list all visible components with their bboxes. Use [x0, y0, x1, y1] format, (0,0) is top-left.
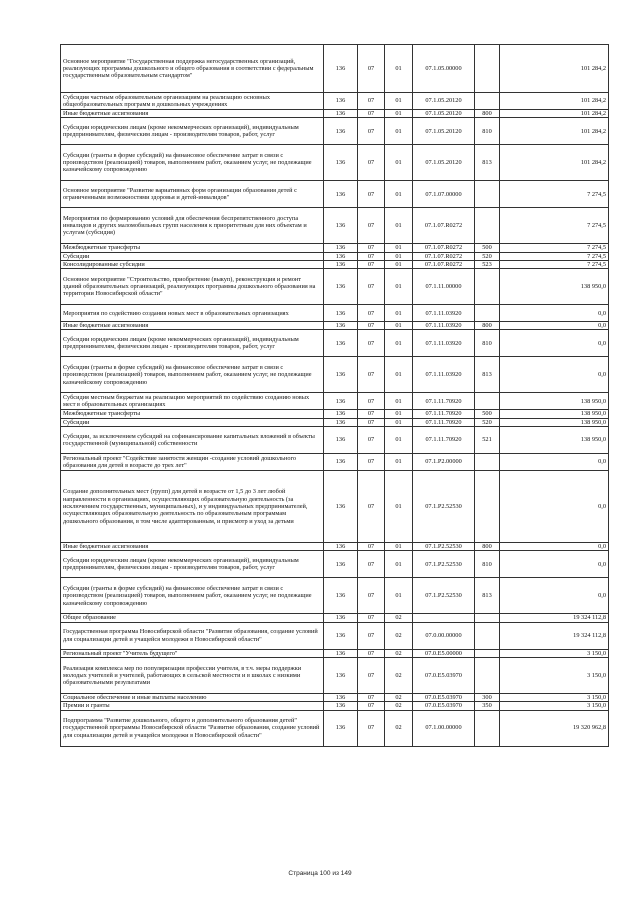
- row-gr: 136: [324, 418, 358, 426]
- row-amount: 138 950,0: [500, 410, 609, 418]
- row-amount: 138 950,0: [500, 393, 609, 410]
- row-csr: 07.1.07.R0272: [413, 260, 475, 268]
- row-amount: 0,0: [500, 471, 609, 543]
- row-vr: 350: [475, 702, 500, 710]
- row-vr: 810: [475, 118, 500, 145]
- row-pr: 02: [385, 693, 413, 701]
- row-gr: 136: [324, 393, 358, 410]
- row-csr: 07.1.05.20120: [413, 110, 475, 118]
- row-csr: 07.1.11.00000: [413, 269, 475, 305]
- row-rz: 07: [358, 252, 385, 260]
- row-name: Региональный проект "Содействие занятости женщин -создание условий дошкольного образования для детей в возрасте до трех лет": [61, 454, 324, 471]
- table-row: [61, 649, 609, 657]
- row-amount: 101 284,2: [500, 45, 609, 93]
- row-name: Основное мероприятие "Развитие вариативных форм организации образования детей с ограниченными возможностями здоровья и детей-инвалидов": [61, 181, 324, 208]
- row-csr: [413, 614, 475, 622]
- row-amount: 0,0: [500, 322, 609, 330]
- row-gr: 136: [324, 614, 358, 622]
- row-amount: 7 274,5: [500, 252, 609, 260]
- table-row: [61, 252, 609, 260]
- row-pr: 02: [385, 702, 413, 710]
- table-row: [61, 357, 609, 393]
- row-pr: 01: [385, 330, 413, 357]
- row-name: Мероприятия по содействию создания новых мест в образовательных организациях: [61, 305, 324, 322]
- row-rz: 07: [358, 330, 385, 357]
- row-amount: 3 150,0: [500, 693, 609, 701]
- row-rz: 07: [358, 269, 385, 305]
- row-gr: 136: [324, 322, 358, 330]
- row-gr: 136: [324, 578, 358, 614]
- row-rz: 07: [358, 393, 385, 410]
- row-rz: 07: [358, 45, 385, 93]
- table-row: [61, 393, 609, 410]
- row-csr: 07.1.11.03920: [413, 322, 475, 330]
- row-vr: 800: [475, 543, 500, 551]
- row-csr: 07.1.07.00000: [413, 181, 475, 208]
- row-pr: 01: [385, 418, 413, 426]
- table-row: [61, 657, 609, 693]
- row-vr: 523: [475, 260, 500, 268]
- row-vr: 810: [475, 551, 500, 578]
- row-amount: 7 274,5: [500, 181, 609, 208]
- row-csr: 07.1.11.03920: [413, 330, 475, 357]
- row-rz: 07: [358, 454, 385, 471]
- row-pr: 01: [385, 471, 413, 543]
- row-gr: 136: [324, 145, 358, 181]
- row-amount: 0,0: [500, 357, 609, 393]
- table-row: [61, 427, 609, 454]
- row-amount: 7 274,5: [500, 260, 609, 268]
- row-rz: 07: [358, 305, 385, 322]
- row-gr: 136: [324, 244, 358, 252]
- table-row: [61, 418, 609, 426]
- row-name: Региональный проект "Учитель будущего": [61, 649, 324, 657]
- row-name: Межбюджетные трансферты: [61, 410, 324, 418]
- row-gr: 136: [324, 45, 358, 93]
- row-gr: 136: [324, 622, 358, 649]
- row-name: Субсидии: [61, 252, 324, 260]
- row-pr: 01: [385, 305, 413, 322]
- row-gr: 136: [324, 181, 358, 208]
- row-pr: 01: [385, 208, 413, 244]
- row-gr: 136: [324, 471, 358, 543]
- row-pr: 01: [385, 427, 413, 454]
- row-vr: 520: [475, 418, 500, 426]
- row-vr: [475, 649, 500, 657]
- row-pr: 01: [385, 252, 413, 260]
- row-pr: 01: [385, 551, 413, 578]
- row-vr: 800: [475, 110, 500, 118]
- row-name: Создание дополнительных мест (групп) для детей в возрасте от 1,5 до 3 лет любой направленности в организациях, осуществляющих образовательную деятельность (за исключением государственных, муниципальных), и у индивидуальных предпринимателей, осуществляющих образовательную деятельность по образовательным программам дошкольного образования, в том числе адаптированным, и присмотр и уход за детьми: [61, 471, 324, 543]
- row-name: Субсидии юридическим лицам (кроме некоммерческих организаций), индивидуальным предпринимателям, физическим лицам - производителям товаров, работ, услуг: [61, 330, 324, 357]
- row-pr: 01: [385, 145, 413, 181]
- row-rz: 07: [358, 551, 385, 578]
- row-vr: [475, 614, 500, 622]
- row-gr: 136: [324, 427, 358, 454]
- row-name: Иные бюджетные ассигнования: [61, 110, 324, 118]
- row-rz: 07: [358, 614, 385, 622]
- row-csr: 07.1.07.R0272: [413, 208, 475, 244]
- table-row: [61, 614, 609, 622]
- row-csr: 07.0.E5.00000: [413, 649, 475, 657]
- row-amount: 101 284,2: [500, 145, 609, 181]
- row-gr: 136: [324, 657, 358, 693]
- row-gr: 136: [324, 410, 358, 418]
- table-row: [61, 244, 609, 252]
- row-csr: 07.1.P2.52530: [413, 543, 475, 551]
- row-vr: [475, 181, 500, 208]
- row-pr: 02: [385, 710, 413, 746]
- row-gr: 136: [324, 702, 358, 710]
- row-gr: 136: [324, 118, 358, 145]
- row-rz: 07: [358, 118, 385, 145]
- table-row: [61, 471, 609, 543]
- table-row: [61, 181, 609, 208]
- table-row: [61, 578, 609, 614]
- row-vr: 813: [475, 578, 500, 614]
- row-pr: 01: [385, 110, 413, 118]
- row-vr: [475, 269, 500, 305]
- table-row: [61, 693, 609, 701]
- row-pr: 01: [385, 244, 413, 252]
- row-name: Субсидии (гранты в форме субсидий) на финансовое обеспечение затрат в связи с производством (реализацией) товаров, выполнением работ, оказанием услуг, не подлежащие казначейскому сопровождению: [61, 145, 324, 181]
- row-vr: [475, 454, 500, 471]
- row-csr: 07.0.E5.03970: [413, 657, 475, 693]
- row-amount: 138 950,0: [500, 427, 609, 454]
- row-rz: 07: [358, 410, 385, 418]
- row-rz: 07: [358, 145, 385, 181]
- row-rz: 07: [358, 93, 385, 110]
- row-csr: 07.1.07.R0272: [413, 252, 475, 260]
- row-amount: 3 150,0: [500, 657, 609, 693]
- table-row: [61, 110, 609, 118]
- row-pr: 01: [385, 578, 413, 614]
- row-vr: 800: [475, 322, 500, 330]
- row-csr: 07.1.11.03920: [413, 357, 475, 393]
- row-rz: 07: [358, 418, 385, 426]
- row-name: Консолидированные субсидии: [61, 260, 324, 268]
- table-row: [61, 454, 609, 471]
- row-vr: [475, 45, 500, 93]
- row-vr: 813: [475, 357, 500, 393]
- table-row: [61, 410, 609, 418]
- table-row: [61, 622, 609, 649]
- row-amount: 7 274,5: [500, 244, 609, 252]
- row-amount: 0,0: [500, 551, 609, 578]
- table-row: [61, 702, 609, 710]
- row-rz: 07: [358, 322, 385, 330]
- row-pr: 01: [385, 454, 413, 471]
- row-gr: 136: [324, 110, 358, 118]
- row-pr: 01: [385, 410, 413, 418]
- row-csr: 07.0.E5.03970: [413, 702, 475, 710]
- row-csr: 07.1.11.70920: [413, 410, 475, 418]
- row-vr: 300: [475, 693, 500, 701]
- page-footer: Страница 100 из 149: [288, 870, 352, 877]
- row-vr: 813: [475, 145, 500, 181]
- row-rz: 07: [358, 110, 385, 118]
- row-csr: 07.0.E5.03970: [413, 693, 475, 701]
- row-amount: 19 324 112,8: [500, 614, 609, 622]
- row-rz: 07: [358, 181, 385, 208]
- table-row: [61, 93, 609, 110]
- table-row: [61, 551, 609, 578]
- row-name: Реализация комплекса мер по популяризации профессии учителя, в т.ч. меры поддержки молодых учителей и учителей, работающих в сельской местности и в школах с низкими образовательными результатами: [61, 657, 324, 693]
- row-rz: 07: [358, 578, 385, 614]
- row-pr: 01: [385, 543, 413, 551]
- row-csr: 07.1.11.70920: [413, 393, 475, 410]
- budget-sheet: [60, 44, 608, 747]
- table-row: [61, 145, 609, 181]
- row-amount: 3 150,0: [500, 702, 609, 710]
- row-csr: 07.1.11.03920: [413, 305, 475, 322]
- row-gr: 136: [324, 454, 358, 471]
- row-vr: [475, 657, 500, 693]
- table-row: [61, 260, 609, 268]
- row-csr: 07.1.07.R0272: [413, 244, 475, 252]
- row-amount: 19 320 962,8: [500, 710, 609, 746]
- row-amount: 0,0: [500, 330, 609, 357]
- table-row: [61, 45, 609, 93]
- row-gr: 136: [324, 357, 358, 393]
- row-rz: 07: [358, 357, 385, 393]
- row-pr: 02: [385, 649, 413, 657]
- row-amount: 19 324 112,8: [500, 622, 609, 649]
- row-csr: 07.1.05.20120: [413, 145, 475, 181]
- row-name: Иные бюджетные ассигнования: [61, 543, 324, 551]
- table-row: [61, 543, 609, 551]
- row-csr: 07.1.11.70920: [413, 418, 475, 426]
- row-vr: 520: [475, 252, 500, 260]
- row-pr: 02: [385, 657, 413, 693]
- row-name: Иные бюджетные ассигнования: [61, 322, 324, 330]
- row-vr: [475, 93, 500, 110]
- row-name: Субсидия местным бюджетам на реализацию мероприятий по содействию созданию новых мест в образовательных организациях: [61, 393, 324, 410]
- row-amount: 3 150,0: [500, 649, 609, 657]
- table-row: [61, 322, 609, 330]
- row-pr: 02: [385, 614, 413, 622]
- row-rz: 07: [358, 244, 385, 252]
- table-row: [61, 269, 609, 305]
- row-csr: 07.1.P2.52530: [413, 471, 475, 543]
- row-amount: 0,0: [500, 454, 609, 471]
- row-amount: 138 950,0: [500, 269, 609, 305]
- row-rz: 07: [358, 693, 385, 701]
- row-vr: [475, 622, 500, 649]
- row-gr: 136: [324, 93, 358, 110]
- row-vr: 500: [475, 410, 500, 418]
- row-csr: 07.1.00.00000: [413, 710, 475, 746]
- row-amount: 101 284,2: [500, 110, 609, 118]
- row-gr: 136: [324, 543, 358, 551]
- row-name: Межбюджетные трансферты: [61, 244, 324, 252]
- row-pr: 01: [385, 269, 413, 305]
- row-amount: 0,0: [500, 578, 609, 614]
- row-amount: 0,0: [500, 305, 609, 322]
- row-name: Премии и гранты: [61, 702, 324, 710]
- row-pr: 01: [385, 45, 413, 93]
- row-name: Субсидии (гранты в форме субсидий) на финансовое обеспечение затрат в связи с производством (реализацией) товаров, выполнением работ, оказанием услуг, не подлежащие казначейскому сопровождению: [61, 357, 324, 393]
- row-pr: 01: [385, 357, 413, 393]
- row-rz: 07: [358, 260, 385, 268]
- row-name: Общее образование: [61, 614, 324, 622]
- row-name: Субсидии юридическим лицам (кроме некоммерческих организаций), индивидуальным предпринимателям, физическим лицам - производителям товаров, работ, услуг: [61, 551, 324, 578]
- row-amount: 0,0: [500, 543, 609, 551]
- row-csr: 07.1.05.20120: [413, 118, 475, 145]
- row-rz: 07: [358, 471, 385, 543]
- row-csr: 07.1.P2.00000: [413, 454, 475, 471]
- row-vr: [475, 305, 500, 322]
- row-amount: 138 950,0: [500, 418, 609, 426]
- row-gr: 136: [324, 551, 358, 578]
- row-gr: 136: [324, 252, 358, 260]
- row-name: Государственная программа Новосибирской области "Развитие образования, создание условий для социализации детей и учащейся молодежи в Новосибирской области": [61, 622, 324, 649]
- row-name: Субсидии (гранты в форме субсидий) на финансовое обеспечение затрат в связи с производством (реализацией) товаров, выполнением работ, оказанием услуг, не подлежащие казначейскому сопровождению: [61, 578, 324, 614]
- row-vr: [475, 208, 500, 244]
- row-name: Субсидии, за исключением субсидий на софинансирование капитальных вложений в объекты государственной (муниципальной) собственности: [61, 427, 324, 454]
- row-rz: 07: [358, 649, 385, 657]
- row-csr: 07.1.05.00000: [413, 45, 475, 93]
- row-pr: 01: [385, 260, 413, 268]
- row-pr: 01: [385, 93, 413, 110]
- table-body: [61, 45, 609, 747]
- row-gr: 136: [324, 260, 358, 268]
- row-name: Социальное обеспечение и иные выплаты населению: [61, 693, 324, 701]
- table-row: [61, 330, 609, 357]
- row-rz: 07: [358, 657, 385, 693]
- row-name: Субсидии: [61, 418, 324, 426]
- row-pr: 01: [385, 118, 413, 145]
- row-vr: [475, 471, 500, 543]
- row-rz: 07: [358, 622, 385, 649]
- row-gr: 136: [324, 693, 358, 701]
- row-rz: 07: [358, 208, 385, 244]
- row-amount: 101 284,2: [500, 93, 609, 110]
- row-name: Подпрограмма "Развитие дошкольного, общего и дополнительного образования детей" государственной программы Новосибирской области "Развитие образования, создание условий для социализации детей и учащейся молодежи в Новосибирской области": [61, 710, 324, 746]
- row-vr: [475, 393, 500, 410]
- table-row: [61, 710, 609, 746]
- row-rz: 07: [358, 702, 385, 710]
- row-gr: 136: [324, 269, 358, 305]
- row-csr: 07.1.P2.52530: [413, 578, 475, 614]
- row-amount: 7 274,5: [500, 208, 609, 244]
- row-gr: 136: [324, 305, 358, 322]
- row-pr: 01: [385, 322, 413, 330]
- row-rz: 07: [358, 543, 385, 551]
- row-gr: 136: [324, 649, 358, 657]
- row-gr: 136: [324, 208, 358, 244]
- row-csr: 07.0.00.00000: [413, 622, 475, 649]
- row-vr: 521: [475, 427, 500, 454]
- row-vr: 810: [475, 330, 500, 357]
- row-vr: [475, 710, 500, 746]
- row-csr: 07.1.P2.52530: [413, 551, 475, 578]
- budget-table: [60, 44, 609, 747]
- row-name: Мероприятия по формированию условий для обеспечения беспрепятственного доступа инвалидов и других маломобильных групп населения к приоритетным для них объектам и услугам (субсидия): [61, 208, 324, 244]
- row-csr: 07.1.05.20120: [413, 93, 475, 110]
- row-amount: 101 284,2: [500, 118, 609, 145]
- table-row: [61, 118, 609, 145]
- row-gr: 136: [324, 710, 358, 746]
- row-rz: 07: [358, 710, 385, 746]
- row-name: Основное мероприятие "Строительство, приобретение (выкуп), реконструкция и ремонт зданий образовательных организаций, реализующих программы дошкольного образования на территории Новосибирской области": [61, 269, 324, 305]
- table-row: [61, 208, 609, 244]
- row-name: Основное мероприятие "Государственная поддержка негосударственных организаций, реализующих программы дошкольного и общего образования в соответствии с федеральным государственным образовательным стандартом": [61, 45, 324, 93]
- row-pr: 01: [385, 393, 413, 410]
- row-csr: 07.1.11.70920: [413, 427, 475, 454]
- row-pr: 02: [385, 622, 413, 649]
- row-name: Субсидия частным образовательным организациям на реализацию основных общеобразовательных программ в дошкольных учреждениях: [61, 93, 324, 110]
- row-gr: 136: [324, 330, 358, 357]
- row-name: Субсидии юридическим лицам (кроме некоммерческих организаций), индивидуальным предпринимателям, физическим лицам - производителям товаров, работ, услуг: [61, 118, 324, 145]
- row-vr: 500: [475, 244, 500, 252]
- row-rz: 07: [358, 427, 385, 454]
- row-pr: 01: [385, 181, 413, 208]
- table-row: [61, 305, 609, 322]
